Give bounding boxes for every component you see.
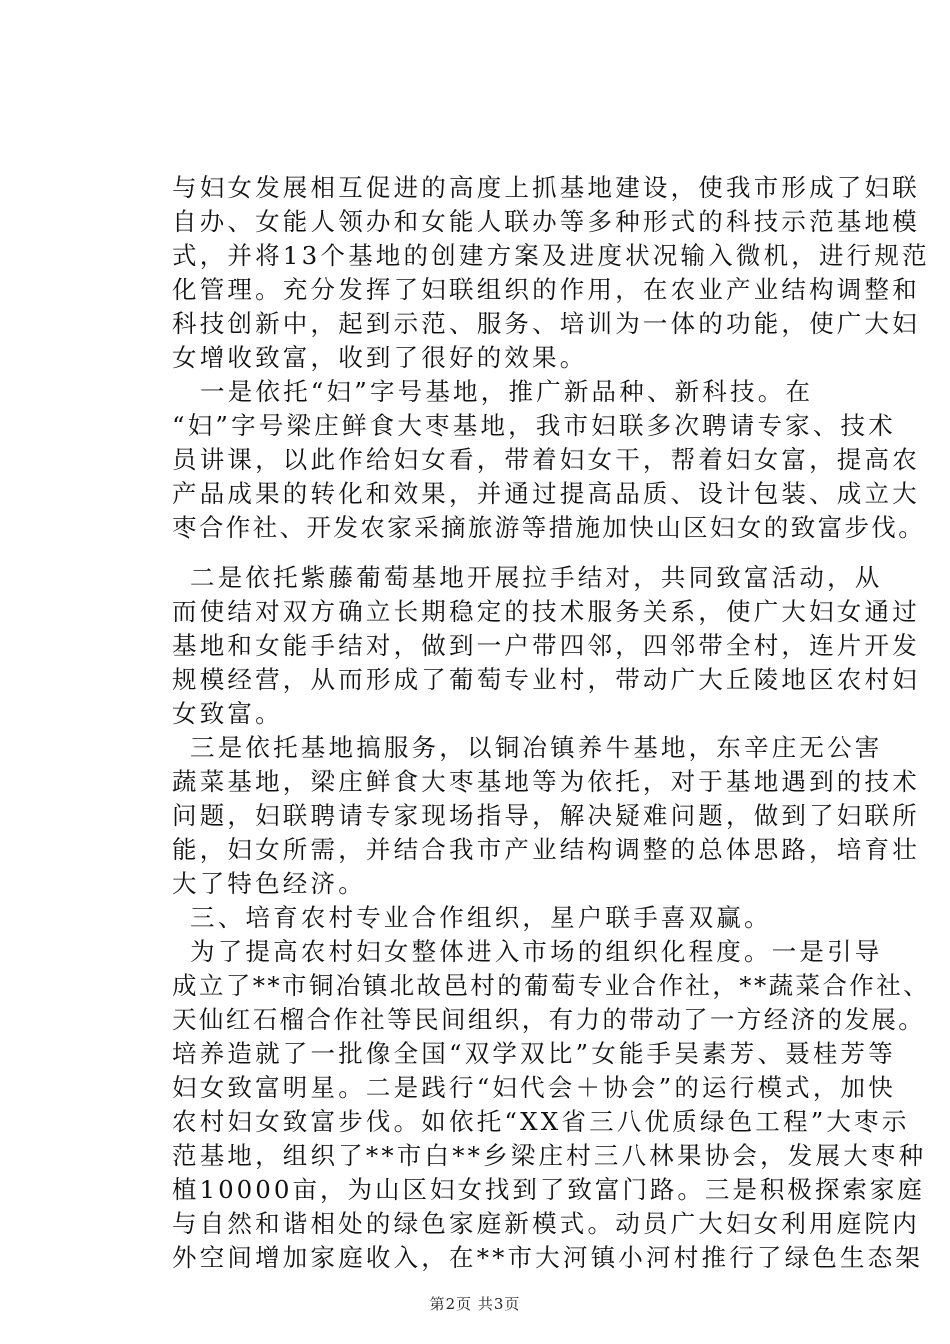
text-line: 女增收致富，收到了很好的效果。 (172, 343, 588, 372)
text-line: 植10000亩，为山区妇女找到了致富门路。三是积极探索家庭 (172, 1175, 925, 1204)
text-line: 农村妇女致富步伐。如依托“XX省三八优质绿色工程”大枣示 (172, 1107, 910, 1136)
text-line: 问题，妇联聘请专家现场指导，解决疑难问题，做到了妇联所 (172, 801, 920, 830)
text-line: 产品成果的转化和效果，并通过提高品质、设计包装、成立大 (172, 479, 920, 508)
paragraph-first-line: 二是依托紫藤葡萄基地开展拉手结对，共同致富活动，从 (190, 563, 883, 592)
text-line: 科技创新中，起到示范、服务、培训为一体的功能，使广大妇 (172, 309, 920, 338)
text-line: “妇”字号梁庄鲜食大枣基地，我市妇联多次聘请专家、技术 (172, 411, 896, 440)
text-line: 范基地，组织了**市白**乡梁庄村三八林果协会，发展大枣种 (172, 1141, 927, 1170)
section-heading: 三、培育农村专业合作组织，星户联手喜双赢。 (190, 903, 772, 932)
text-line: 蔬菜基地，梁庄鲜食大枣基地等为依托，对于基地遇到的技术 (172, 767, 920, 796)
text-line: 妇女致富明星。二是践行“妇代会＋协会”的运行模式，加快 (172, 1073, 896, 1102)
paragraph-first-line: 三是依托基地搞服务，以铜冶镇养牛基地，东辛庄无公害 (190, 733, 883, 762)
text-line: 规模经营，从而形成了葡萄专业村，带动广大丘陵地区农村妇 (172, 665, 920, 694)
text-line: 女致富。 (172, 699, 283, 728)
text-line: 大了特色经济。 (172, 869, 366, 898)
text-line: 外空间增加家庭收入，在**市大河镇小河村推行了绿色生态架 (172, 1243, 924, 1272)
text-line: 而使结对双方确立长期稳定的技术服务关系，使广大妇女通过 (172, 597, 920, 626)
paragraph-first-line: 为了提高农村妇女整体进入市场的组织化程度。一是引导 (190, 937, 883, 966)
text-line: 自办、女能人领办和女能人联办等多种形式的科技示范基地模 (172, 207, 920, 236)
text-line: 基地和女能手结对，做到一户带四邻，四邻带全村，连片开发 (172, 631, 920, 660)
text-line: 与自然和谐相处的绿色家庭新模式。动员广大妇女利用庭院内 (172, 1209, 920, 1238)
text-line: 培养造就了一批像全国“双学双比”女能手吴素芳、聂桂芳等 (172, 1039, 896, 1068)
text-line: 天仙红石榴合作社等民间组织，有力的带动了一方经济的发展。 (172, 1005, 926, 1034)
text-line: 枣合作社、开发农家采摘旅游等措施加快山区妇女的致富步伐。 (172, 513, 926, 542)
page-number-footer: 第2页 共3页 (429, 1295, 521, 1313)
text-line: 员讲课，以此作给妇女看，带着妇女干，帮着妇女富，提高农 (172, 445, 920, 474)
text-line: 式，并将13个基地的创建方案及进度状况输入微机，进行规范 (172, 241, 930, 270)
text-line: 成立了**市铜冶镇北故邑村的葡萄专业合作社，**蔬菜合作社、 (172, 971, 930, 1000)
text-line: 化管理。充分发挥了妇联组织的作用，在农业产业结构调整和 (172, 275, 920, 304)
text-line: 能，妇女所需，并结合我市产业结构调整的总体思路，培育壮 (172, 835, 920, 864)
paragraph-first-line: 一是依托“妇”字号基地，推广新品种、新科技。在 (200, 377, 814, 406)
text-line: 与妇女发展相互促进的高度上抓基地建设，使我市形成了妇联 (172, 173, 920, 202)
